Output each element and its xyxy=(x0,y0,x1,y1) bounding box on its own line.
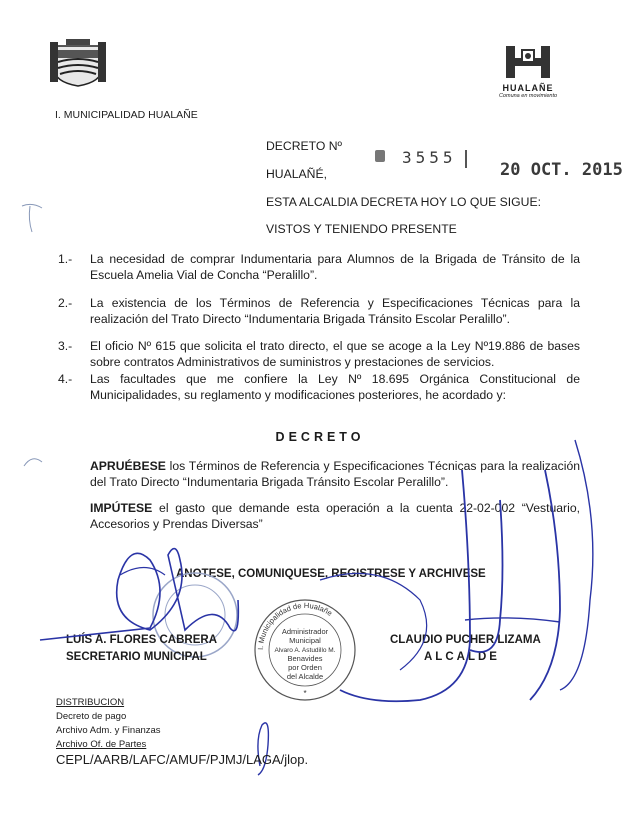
seal-line: del Alcalde xyxy=(286,672,324,681)
seal-outer-text: I. Municipalidad de Hualañe xyxy=(255,600,334,651)
consideration-2 xyxy=(58,295,580,327)
logo-name: HUALAÑE xyxy=(502,83,554,93)
margin-pencil-mark xyxy=(18,200,48,236)
decree-number-stamp: 3555 xyxy=(402,148,457,167)
resolution-lead: APRUÉBESE xyxy=(90,459,166,473)
distribution-item: Decreto de pago xyxy=(56,711,127,722)
decreto-number-label: DECRETO Nº xyxy=(266,139,343,153)
place-label: HUALAÑÉ, xyxy=(266,167,327,181)
consideration-number: 1.- xyxy=(58,252,73,266)
mayor-title: ALCALDE xyxy=(424,651,500,663)
secretary-seal xyxy=(145,565,245,665)
consideration-1 xyxy=(58,251,580,283)
secretary-title: SECRETARIO MUNICIPAL xyxy=(66,651,207,663)
secretary-name: LUÍS A. FLORES CABRERA xyxy=(66,634,217,646)
seal-line: Alvaro A. Astudillo M. xyxy=(274,647,336,654)
resolution-text: el gasto que demande esta operación a la cuenta 22-02-002 “Vestuario, Accesorios y Prendas Diversas” xyxy=(90,501,580,531)
administrator-seal xyxy=(245,590,365,710)
consideration-number: 3.- xyxy=(58,339,73,353)
consideration-text: La existencia de los Términos de Referencia y Especificaciones Técnicas para la realización del Trato Directo “Indumentaria Brigada Tránsito Escolar Peralillo”. xyxy=(90,296,580,326)
seal-line: Administrador xyxy=(281,627,329,636)
consideration-text: El oficio Nº 615 que solicita el trato directo, el que se acoge a la Ley Nº19.886 de bases sobre contratos Administrativos de suministros y prestaciones de servicios. xyxy=(90,339,580,369)
seal-line: Benavides xyxy=(287,654,323,663)
resolution-lead: IMPÚTESE xyxy=(90,501,153,515)
margin-pencil-mark-2 xyxy=(20,452,46,472)
consideration-number: 2.- xyxy=(58,296,73,310)
resolution-text: los Términos de Referencia y Especificaciones Técnicas para la realización del Trato Directo “Indumentaria Brigada Tránsito Escolar Peralillo”. xyxy=(90,459,580,489)
stamp-bracket xyxy=(465,150,467,168)
decreto-heading: DECRETO xyxy=(275,430,365,444)
coat-of-arms-logo xyxy=(48,38,108,88)
consideration-number: 4.- xyxy=(58,372,73,386)
consideration-3 xyxy=(58,338,580,370)
stamp-mark-icon xyxy=(375,150,385,162)
consideration-text: Las facultades que me confiere la Ley Nº 18.695 Orgánica Constitucional de Municipalidades, su reglamento y modificaciones posteriores, he acordado y: xyxy=(90,372,580,402)
seal-line: Municipal xyxy=(289,636,321,645)
vistos-heading: VISTOS Y TENIENDO PRESENTE xyxy=(266,222,457,236)
distribution-item: Archivo Of. de Partes xyxy=(56,739,147,750)
seal-star: * xyxy=(303,689,307,698)
seal-line: por Orden xyxy=(288,663,322,672)
mayor-name: CLAUDIO PUCHER LIZAMA xyxy=(390,634,541,646)
distribution-item: Archivo Adm. y Finanzas xyxy=(56,725,161,736)
decree-intro: ESTA ALCALDIA DECRETA HOY LO QUE SIGUE: xyxy=(266,195,541,209)
consideration-text: La necesidad de comprar Indumentaria para Alumnos de la Brigada de Tránsito de la Escuela Amelia Vial de Concha “Peralillo”. xyxy=(90,252,580,282)
hh-logo-icon xyxy=(502,44,554,80)
closing-formula: ANOTESE, COMUNIQUESE, REGISTRESE Y ARCHIVESE xyxy=(176,568,486,580)
logo-tagline: Comuna en movimiento xyxy=(498,93,558,99)
consideration-4 xyxy=(58,371,580,403)
resolution-1 xyxy=(58,458,580,490)
distribution-initials: CEPL/AARB/LAFC/AMUF/PJMJ/LAGA/jlop. xyxy=(56,752,309,767)
hualane-logo xyxy=(488,44,568,104)
decree-date-stamp: 20 OCT. 2015 xyxy=(500,160,623,180)
distribution-title: DISTRIBUCION xyxy=(56,697,125,708)
municipality-label: I. MUNICIPALIDAD HUALAÑE xyxy=(55,109,198,121)
resolution-2 xyxy=(58,500,580,532)
